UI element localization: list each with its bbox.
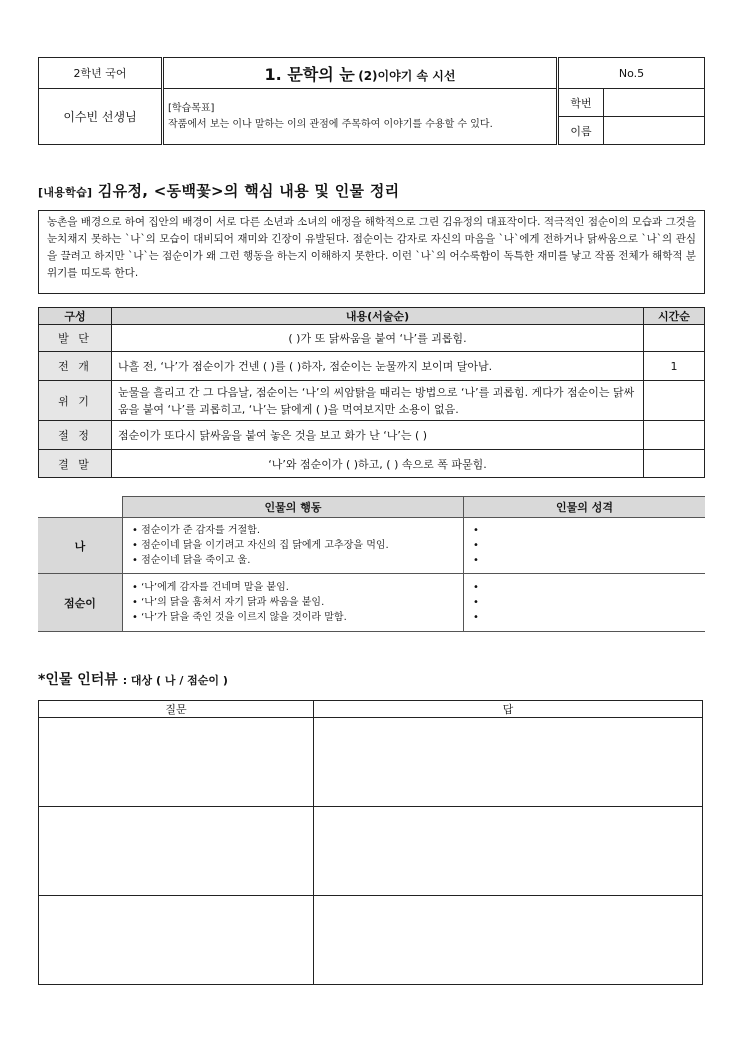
page-title bbox=[163, 58, 558, 89]
question-cell[interactable] bbox=[39, 896, 314, 985]
table-row bbox=[39, 896, 703, 985]
interview-header-answer: 답 bbox=[314, 701, 703, 718]
plot-order[interactable] bbox=[644, 381, 705, 421]
goal-text: 작품에서 보는 이나 말하는 이의 관점에 주목하여 이야기를 수용할 수 있다. bbox=[168, 118, 493, 130]
student-name-label: 이름 bbox=[558, 117, 604, 145]
table-row bbox=[39, 381, 705, 421]
plot-order[interactable]: 1 bbox=[644, 352, 705, 381]
student-name-field[interactable] bbox=[604, 117, 705, 145]
grade-subject: 2학년 국어 bbox=[39, 58, 163, 89]
list-item: • 점순이가 준 감자를 거절함. bbox=[132, 523, 462, 538]
table-row bbox=[39, 421, 705, 450]
interview-table bbox=[38, 700, 703, 985]
plot-stage: 발 단 bbox=[39, 325, 112, 352]
plot-order[interactable] bbox=[644, 450, 705, 478]
plot-content[interactable]: 점순이가 또다시 닭싸움을 붙여 놓은 것을 보고 화가 난 ‘나’는 ( ) bbox=[112, 421, 644, 450]
plot-order[interactable] bbox=[644, 421, 705, 450]
table-row bbox=[38, 574, 705, 632]
title-main: 1. 문학의 눈 bbox=[264, 64, 355, 84]
table-row bbox=[39, 325, 705, 352]
character-name: 점순이 bbox=[38, 574, 123, 632]
section-heading bbox=[38, 180, 399, 201]
table-row bbox=[38, 518, 705, 574]
character-traits[interactable] bbox=[464, 518, 706, 574]
worksheet-number: No.5 bbox=[558, 58, 705, 89]
character-traits[interactable] bbox=[464, 574, 706, 632]
plot-header-order: 시간순 bbox=[644, 308, 705, 325]
answer-cell[interactable] bbox=[314, 718, 703, 807]
list-item: • 점순이네 닭을 죽이고 울. bbox=[132, 553, 462, 568]
char-header-actions: 인물의 행동 bbox=[123, 497, 464, 518]
answer-cell[interactable] bbox=[314, 896, 703, 985]
goal-label: [학습목표] bbox=[168, 102, 215, 114]
plot-header-content: 내용(서술순) bbox=[112, 308, 644, 325]
interview-header-question: 질문 bbox=[39, 701, 314, 718]
character-table bbox=[38, 496, 705, 632]
plot-content[interactable]: 눈물을 흘리고 간 그 다음날, 점순이는 ‘나’의 씨암탉을 때리는 방법으로 ‘나’를 괴롭힘. 게다가 점순이는 닭싸움을 붙여 ‘나’를 괴롭히고, ‘나’는 닭에게 ( )을 먹여보지만 소용이 없음. bbox=[112, 381, 644, 421]
interview-title: *인물 인터뷰 bbox=[38, 672, 118, 688]
section-tag: [내용학습] bbox=[38, 186, 93, 199]
learning-goal bbox=[163, 89, 558, 145]
question-cell[interactable] bbox=[39, 718, 314, 807]
plot-stage: 절 정 bbox=[39, 421, 112, 450]
student-id-label: 학번 bbox=[558, 89, 604, 117]
plot-content[interactable]: ‘나’와 점순이가 ( )하고, ( ) 속으로 폭 파묻힘. bbox=[112, 450, 644, 478]
character-actions bbox=[123, 518, 464, 574]
title-sub: (2)이야기 속 시선 bbox=[358, 68, 456, 83]
plot-header-stage: 구성 bbox=[39, 308, 112, 325]
student-id-field[interactable] bbox=[604, 89, 705, 117]
table-row bbox=[39, 450, 705, 478]
list-item: • 점순이네 닭을 이기려고 자신의 집 닭에게 고추장을 먹임. bbox=[132, 538, 462, 553]
table-row bbox=[39, 718, 703, 807]
summary-box: 농촌을 배경으로 하여 집안의 배경이 서로 다른 소년과 소녀의 애정을 해학적으로 그린 김유정의 대표작이다. 적극적인 점순이의 모습과 그것을 눈치채지 못하는 `나`의 모습이 대비되어 재미와 긴장이 유발된다. 점순이는 감자로 자신의 마음을 `나`에게 전하거나 닭싸움으로 `나`의 관심을 끌려고 하지만 `나`는 점순이가 왜 그런 행동을 하는지 이해하지 못한다. 이런 `나`의 어수룩함이 독특한 재미를 낳고 작품 전체가 해학적 분위기를 띠도록 한다. bbox=[38, 210, 705, 294]
char-header-traits: 인물의 성격 bbox=[464, 497, 706, 518]
list-item: • ‘나’에게 감자를 건네며 말을 붙임. bbox=[132, 580, 462, 595]
interview-target: : 대상 ( 나 / 점순이 ) bbox=[122, 674, 228, 687]
answer-cell[interactable] bbox=[314, 807, 703, 896]
list-item: • ‘나’가 닭을 죽인 것을 이르지 않을 것이라 말함. bbox=[132, 610, 462, 625]
header-table bbox=[38, 57, 705, 145]
plot-order[interactable] bbox=[644, 325, 705, 352]
plot-content[interactable]: 나흘 전, ‘나’가 점순이가 건넨 ( )를 ( )하자, 점순이는 눈물까지 보이며 달아남. bbox=[112, 352, 644, 381]
plot-table bbox=[38, 307, 705, 478]
plot-content[interactable]: ( )가 또 닭싸움을 붙여 ‘나’를 괴롭힘. bbox=[112, 325, 644, 352]
teacher-name: 이수빈 선생님 bbox=[39, 89, 163, 145]
plot-stage: 위 기 bbox=[39, 381, 112, 421]
list-item: • ‘나’의 닭을 훔쳐서 자기 닭과 싸움을 붙임. bbox=[132, 595, 462, 610]
question-cell[interactable] bbox=[39, 807, 314, 896]
table-row bbox=[39, 352, 705, 381]
interview-heading bbox=[38, 669, 228, 689]
character-actions bbox=[123, 574, 464, 632]
section-title: 김유정, <동백꽃>의 핵심 내용 및 인물 정리 bbox=[97, 182, 400, 200]
plot-stage: 결 말 bbox=[39, 450, 112, 478]
table-row bbox=[39, 807, 703, 896]
character-name: 나 bbox=[38, 518, 123, 574]
plot-stage: 전 개 bbox=[39, 352, 112, 381]
